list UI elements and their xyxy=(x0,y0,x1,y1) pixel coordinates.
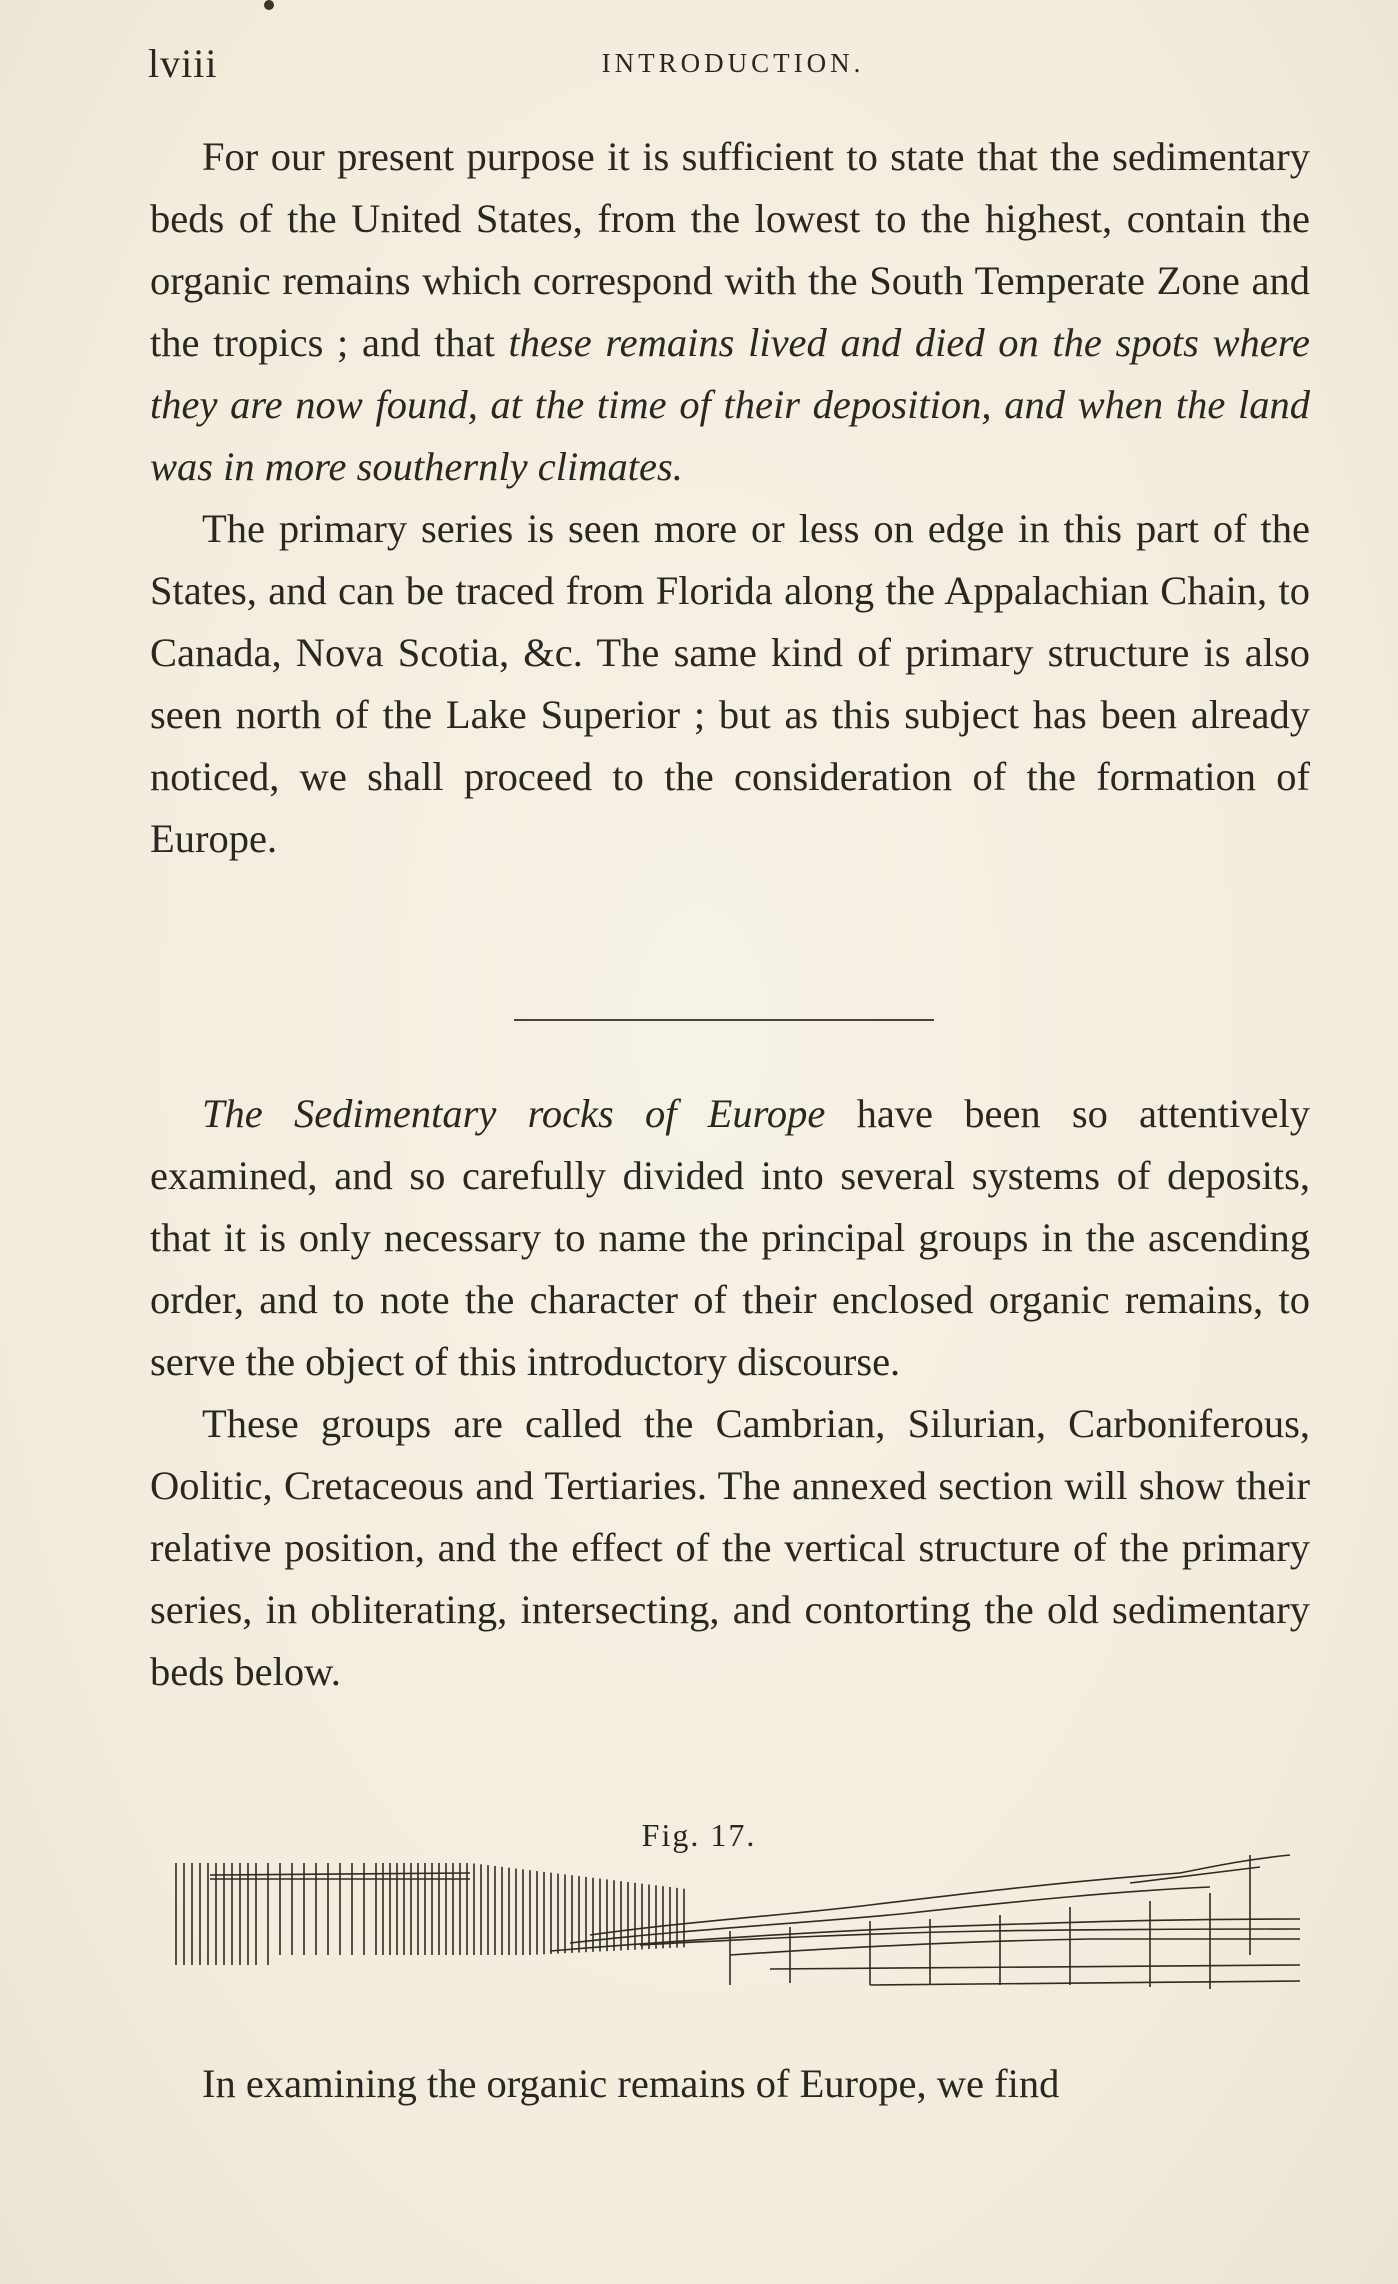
paragraph-groups: These groups are called the Cambrian, Silurian, Carboniferous, Oolitic, Cretaceous and Tertiaries. The annexed section will show their relative position, and the effect of the vertical structure of the primary series, in obliterating, intersecting, and contorting the old sedimentary beds below. xyxy=(150,1401,1310,1694)
text-block-middle xyxy=(150,1083,1310,1703)
running-title: INTRODUCTION. xyxy=(601,48,865,78)
paragraph-primary-series: The primary series is seen more or less on edge in this part of the States, and can be traced from Florida along the Appalachian Chain, to Canada, Nova Scotia, &c. The same kind of primary structure is also seen north of the Lake Superior ; but as this subject has been already noticed, we shall proceed to the consideration of the formation of Europe. xyxy=(150,506,1310,861)
paragraph-organic-remains: In examining the organic remains of Europe, we find xyxy=(202,2061,1060,2106)
paragraph-united-states: For our present purpose it is sufficient to state that the sedimentary beds of the United States, from the lowest to the highest, contain the organic remains which correspond with the South Temperate Zone and the tropics ; and that these remains lived and died on the spots where they are now found, at the time of their deposition, and when the land was in more southernly climates. xyxy=(150,134,1310,489)
section-divider xyxy=(514,1019,934,1021)
page-header xyxy=(148,40,1318,86)
text-block-lower xyxy=(150,2053,1310,2115)
paragraph-sedimentary-rocks: The Sedimentary rocks of Europe have been so attentively examined, and so carefully divided into several systems of deposits, that it is only necessary to name the principal groups in the ascending order, and to note the character of their enclosed organic remains, to serve the object of this introductory discourse. xyxy=(150,1091,1310,1384)
geological-section-figure xyxy=(170,1835,1310,2010)
figure-caption: Fig. 17. xyxy=(641,1817,757,1853)
italic-emphasis: these remains lived and died on the spots where they are now found, at the time of their deposition, and when the land was in more southernly climates. xyxy=(150,320,1310,489)
text-block-upper xyxy=(150,126,1310,870)
italic-heading-phrase: The Sedimentary rocks of Europe xyxy=(202,1091,826,1136)
page-number: lviii xyxy=(148,41,218,86)
ink-mark xyxy=(264,0,274,10)
